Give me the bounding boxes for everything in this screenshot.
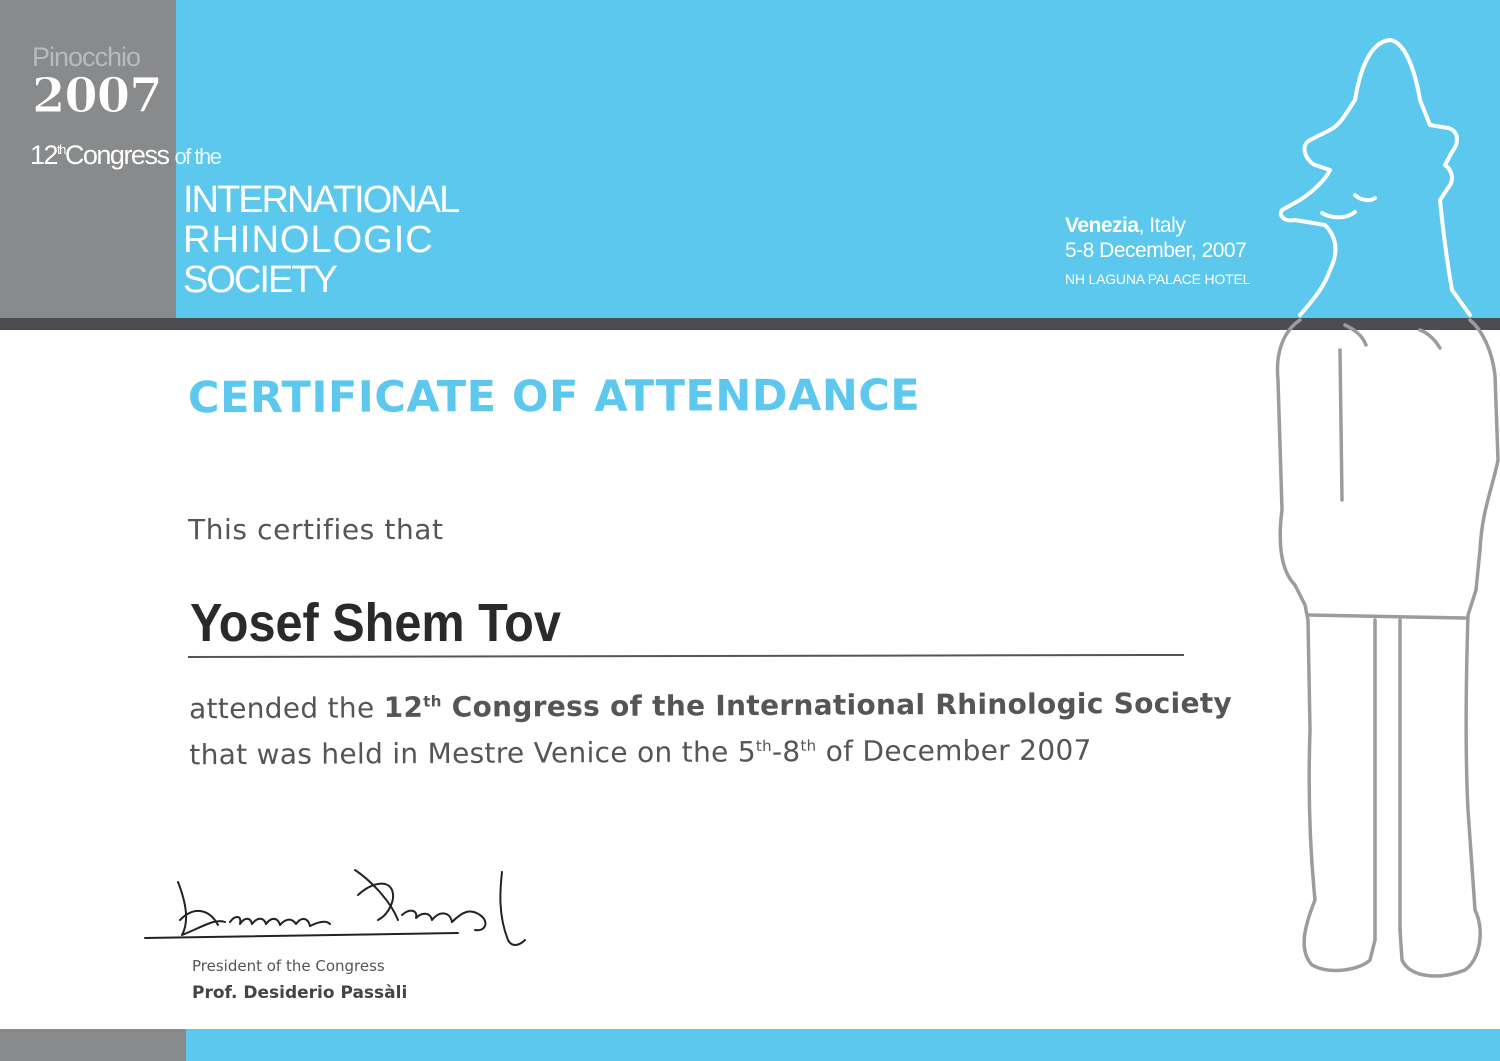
event-year: 2007 [32, 68, 162, 124]
venue-dates: 5-8 December, 2007 [1065, 239, 1247, 262]
event-brand: Pinocchio [32, 42, 141, 72]
date-suffix-1: th [755, 737, 772, 756]
congress-heading [30, 140, 221, 171]
congress-bold [384, 687, 1233, 724]
attendance-line-1 [189, 678, 1232, 730]
congress-ordinal-suffix: th [423, 692, 442, 711]
congress-number: 12 [30, 140, 58, 170]
society-line-3: SOCIETY [183, 259, 336, 301]
name-underline [188, 654, 1184, 658]
date-suffix-2: th [800, 737, 817, 756]
attendance-line-2 [189, 724, 1232, 776]
certifies-text: This certifies that [188, 513, 444, 546]
congress-full-name: Congress of the International Rhinologic Society [441, 686, 1233, 725]
recipient-name: Yosef Shem Tov [190, 593, 561, 653]
venue-hotel: NH LAGUNA PALACE HOTEL [1065, 271, 1251, 287]
signature [140, 860, 540, 960]
attendance-statement [189, 678, 1232, 776]
venue-country: , Italy [1138, 214, 1186, 237]
congress-word: Congress [64, 140, 169, 170]
footer-blue-band [186, 1029, 1500, 1061]
congress-ordinal: 12 [383, 691, 424, 725]
certificate-title: CERTIFICATE OF ATTENDANCE [187, 370, 921, 424]
footer-gray-band [0, 1029, 186, 1061]
pinocchio-figure [1270, 30, 1500, 1000]
signatory-name: Prof. Desiderio Passàli [192, 983, 408, 1003]
venue-location [1065, 214, 1250, 238]
society-line-2: RHINOLOGIC [183, 219, 434, 261]
signatory-role: President of the Congress [192, 957, 385, 975]
venue-city: Venezia [1065, 214, 1139, 237]
held-in-text: that was held in Mestre Venice on the 5 [189, 735, 757, 772]
venue-block [1065, 214, 1250, 287]
of-the: of the [174, 144, 221, 169]
society-name [183, 180, 458, 300]
date-month-year: of December 2007 [816, 733, 1092, 769]
date-range-end: -8 [771, 735, 801, 769]
congress-suffix: th [57, 142, 65, 157]
attended-the: attended the [189, 691, 384, 726]
society-line-1: INTERNATIONAL [183, 179, 459, 221]
